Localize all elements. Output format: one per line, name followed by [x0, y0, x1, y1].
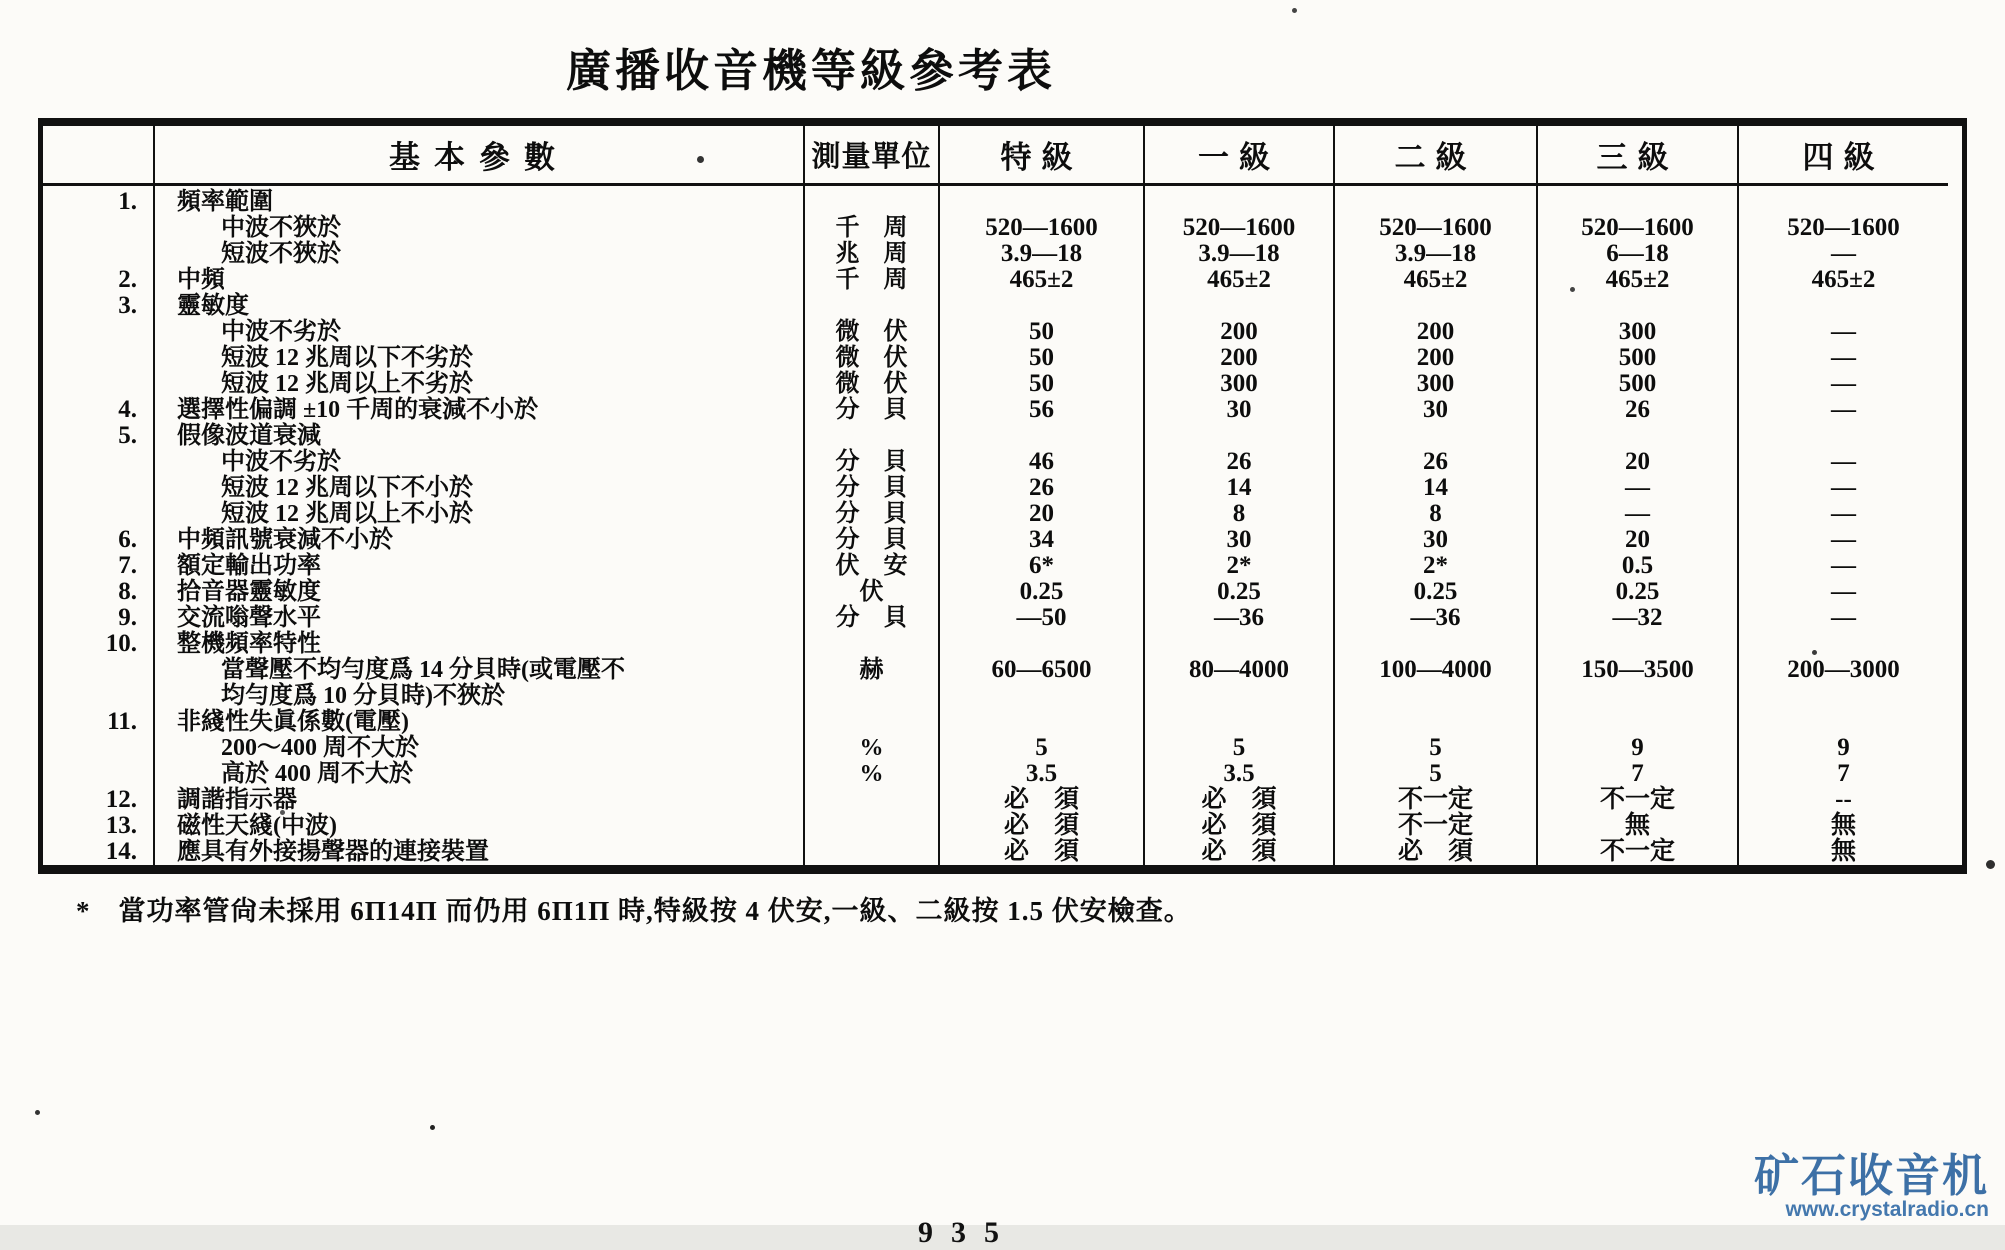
- grade-value: 20: [1029, 500, 1054, 527]
- grade-value: 520—1600: [1182, 214, 1296, 241]
- grade-value: [1335, 189, 1536, 215]
- row-number: 6.: [118, 526, 137, 553]
- grade-value: 3.5: [1223, 760, 1255, 787]
- grade-value: [1739, 293, 1948, 319]
- grade-value: 465±2: [1207, 266, 1271, 293]
- grade-value: 50: [1029, 370, 1054, 397]
- grade-value: [940, 189, 1143, 215]
- grade-value: 300: [1220, 370, 1258, 397]
- grade-value: 520—1600: [1787, 214, 1900, 241]
- row-number: 3.: [118, 292, 137, 319]
- grade-value: [1145, 423, 1333, 449]
- unit-label: 伏: [859, 579, 884, 605]
- grade-value: [1538, 189, 1737, 215]
- grade-value: [1739, 709, 1948, 735]
- unit-label: [805, 813, 938, 839]
- grade-value: [1538, 293, 1737, 319]
- grade-value: 0.5: [1621, 552, 1654, 579]
- parameter-label: 拾音器靈敏度: [177, 579, 321, 605]
- unit-label: [805, 709, 938, 735]
- grade-value: 465±2: [1009, 266, 1074, 293]
- grade-value: —: [1831, 240, 1856, 267]
- grade-value: 2*: [1226, 552, 1252, 579]
- scan-artifact-specks: [430, 1125, 435, 1130]
- grade-value: 465±2: [1605, 266, 1670, 293]
- unit-label: 分 貝: [835, 449, 908, 475]
- unit-label: [805, 189, 938, 215]
- unit-label: 分 貝: [835, 527, 908, 553]
- grade-value: 8: [1429, 500, 1442, 527]
- grade-value: 無: [1624, 812, 1650, 839]
- grade-value: —36: [1410, 604, 1461, 631]
- unit-label: 千 周: [835, 267, 908, 293]
- grade-value: 2*: [1423, 552, 1448, 579]
- grade-value: 6—18: [1606, 240, 1669, 267]
- unit-label: 兆 周: [835, 241, 908, 267]
- column-grade-4: [1737, 186, 1948, 865]
- grade-value: [1739, 683, 1948, 709]
- grade-value: 3.9—18: [1000, 240, 1083, 267]
- row-number: [43, 345, 153, 371]
- grade-value: 5: [1429, 760, 1442, 787]
- grade-value: 7: [1631, 760, 1644, 787]
- grade-value: 不一定: [1599, 786, 1675, 813]
- grade-value: [1335, 709, 1536, 735]
- grade-value: —: [1831, 318, 1856, 345]
- watermark-url: www.crystalradio.cn: [1785, 1198, 1989, 1221]
- page-number-partial: 935: [918, 1216, 1017, 1249]
- parameter-label: 交流嗡聲水平: [177, 605, 321, 631]
- grade-value: 必 須: [1003, 786, 1079, 813]
- column-grade-2: [1333, 186, 1536, 865]
- grade-value: 500: [1618, 344, 1657, 371]
- row-number: 8.: [118, 578, 137, 605]
- header-grade-2: 二級: [1333, 126, 1536, 186]
- grade-value: 0.25: [1615, 578, 1660, 605]
- row-number: [43, 371, 153, 397]
- parameter-label: 選擇性偏調 ±10 千周的衰減不小於: [177, 397, 539, 423]
- parameter-label: 非綫性失眞係數(電壓): [177, 709, 409, 735]
- header-grade-4: 四級: [1737, 126, 1948, 186]
- row-number: [43, 501, 153, 527]
- grade-value: [1145, 683, 1333, 709]
- grade-value: 520—1600: [1379, 214, 1492, 241]
- parameter-label: 短波 12 兆周以下不劣於: [221, 345, 473, 371]
- parameter-label: 額定輸出功率: [177, 553, 321, 579]
- row-number: [43, 241, 153, 267]
- column-grade-3: [1536, 186, 1737, 865]
- parameter-label: 短波 12 兆周以上不小於: [221, 501, 473, 527]
- grade-value: 26: [1423, 448, 1448, 475]
- grade-value: 不一定: [1397, 786, 1473, 813]
- header-grade-special: 特級: [938, 126, 1143, 186]
- row-number: 2.: [118, 266, 137, 293]
- unit-label: 赫: [859, 657, 884, 683]
- header-grade-3: 三級: [1536, 126, 1737, 186]
- grade-value: 520—1600: [985, 214, 1098, 241]
- row-number: 9.: [118, 604, 137, 631]
- grade-value: —: [1831, 344, 1856, 371]
- grade-value: [1538, 709, 1737, 735]
- row-number: 11.: [107, 708, 137, 735]
- grade-value: [1739, 189, 1948, 215]
- header-measurement-unit: 測量單位: [803, 126, 938, 186]
- grade-value: 0.25: [1217, 578, 1261, 605]
- grade-value: —32: [1612, 604, 1663, 631]
- parameter-label: 均勻度爲 10 分貝時)不狹於: [221, 683, 505, 709]
- grade-value: 200—3000: [1787, 656, 1900, 683]
- row-number: 1.: [118, 188, 137, 215]
- parameter-label: 高於 400 周不大於: [221, 761, 413, 787]
- grade-value: [1335, 293, 1536, 319]
- grade-value: 100—4000: [1379, 656, 1492, 683]
- grade-value: 200: [1416, 318, 1455, 345]
- unit-label: [805, 631, 938, 657]
- grade-value: [940, 631, 1143, 657]
- row-number: [43, 475, 153, 501]
- grade-value: —: [1831, 448, 1856, 475]
- parameter-label: 短波 12 兆周以下不小於: [221, 475, 473, 501]
- grade-value: —: [1831, 474, 1856, 501]
- grade-value: 必 須: [1201, 812, 1277, 839]
- grade-value: 0.25: [1019, 578, 1064, 605]
- grade-value: 必 須: [1201, 838, 1277, 865]
- grade-value: —: [1831, 604, 1856, 631]
- grade-value: 20: [1625, 448, 1650, 475]
- grade-value: —: [1831, 578, 1856, 605]
- column-row-numbers: [43, 186, 153, 865]
- grade-value: 無: [1830, 838, 1856, 865]
- parameter-label: 整機頻率特性: [177, 631, 321, 657]
- unit-label: 分 貝: [835, 475, 908, 501]
- grade-value: 150—3500: [1581, 656, 1694, 683]
- row-number: [43, 657, 153, 683]
- grade-value: 5: [1035, 734, 1048, 761]
- grade-value: 不一定: [1397, 812, 1473, 839]
- parameter-label: 中波不劣於: [221, 449, 341, 475]
- grade-value: [1335, 631, 1536, 657]
- grade-value: —: [1831, 396, 1856, 423]
- grade-value: [1145, 293, 1333, 319]
- parameter-label: 中頻: [177, 267, 225, 293]
- parameter-label: 磁性天綫(中波): [177, 813, 337, 839]
- grade-value: 8: [1232, 500, 1246, 527]
- row-number: [43, 683, 153, 709]
- grade-value: —: [1625, 500, 1650, 527]
- parameter-label: 假像波道衰減: [177, 423, 321, 449]
- parameter-label: 短波不狹於: [221, 241, 341, 267]
- row-number: 5.: [118, 422, 137, 449]
- grade-value: —: [1831, 370, 1856, 397]
- grade-value: —: [1625, 474, 1650, 501]
- column-parameters: [153, 186, 803, 865]
- grade-value: 520—1600: [1581, 214, 1694, 241]
- grade-value: 200: [1220, 318, 1258, 345]
- grade-value: [1335, 423, 1536, 449]
- grade-value: —36: [1214, 604, 1264, 631]
- column-grade-special: [938, 186, 1143, 865]
- grade-value: 200: [1220, 344, 1258, 371]
- grade-value: 5: [1429, 734, 1442, 761]
- grade-value: 9: [1631, 734, 1644, 761]
- grade-value: 30: [1226, 526, 1252, 553]
- grade-value: [1145, 189, 1333, 215]
- watermark: [1753, 1150, 1989, 1221]
- grade-value: [1739, 423, 1948, 449]
- unit-label: [805, 293, 938, 319]
- grade-value: 3.9—18: [1394, 240, 1477, 267]
- grade-value: 必 須: [1003, 838, 1079, 865]
- grade-value: 46: [1029, 448, 1054, 475]
- page-title: 廣播收音機等級參考表: [566, 46, 1057, 96]
- parameter-label: 中波不劣於: [221, 319, 341, 345]
- grade-value: 26: [1029, 474, 1054, 501]
- grade-value: 300: [1416, 370, 1455, 397]
- column-units: [803, 186, 938, 865]
- unit-label: 千 周: [835, 215, 908, 241]
- grade-value: 465±2: [1811, 266, 1876, 293]
- parameter-label: 中頻訊號衰減不小於: [177, 527, 393, 553]
- unit-label: [805, 839, 938, 865]
- grade-value: [1538, 631, 1737, 657]
- parameter-label: 中波不狹於: [221, 215, 341, 241]
- row-number: 14.: [105, 838, 137, 865]
- grade-value: 60—6500: [991, 656, 1092, 683]
- grade-value: 7: [1837, 760, 1850, 787]
- grade-value: 14: [1226, 474, 1252, 501]
- row-number: [43, 215, 153, 241]
- row-number: [43, 761, 153, 787]
- grade-value: 34: [1029, 526, 1054, 553]
- parameter-label: 200～400 周不大於: [221, 735, 419, 761]
- grade-value: 26: [1226, 448, 1252, 475]
- header-basic-parameters: 基本參數: [153, 126, 803, 186]
- unit-label: 分 貝: [835, 501, 908, 527]
- unit-label: 微 伏: [835, 371, 908, 397]
- row-number: [43, 735, 153, 761]
- grade-value: 50: [1029, 318, 1054, 345]
- grade-value: 20: [1625, 526, 1650, 553]
- grade-value: 必 須: [1201, 786, 1277, 813]
- grade-value: [940, 709, 1143, 735]
- unit-label: 分 貝: [835, 605, 908, 631]
- parameter-label: 頻率範圍: [177, 189, 273, 215]
- grade-value: 80—4000: [1189, 656, 1289, 683]
- grade-value: 30: [1423, 396, 1448, 423]
- unit-label: %: [859, 761, 884, 787]
- grade-value: 6*: [1029, 552, 1054, 579]
- grade-value: 26: [1625, 396, 1650, 423]
- grade-value: 50: [1029, 344, 1054, 371]
- grade-value: [1145, 709, 1333, 735]
- grade-value: 300: [1618, 318, 1657, 345]
- grade-reference-table: [38, 118, 1967, 874]
- grade-value: 不一定: [1599, 838, 1675, 865]
- grade-value: [940, 293, 1143, 319]
- grade-value: 500: [1618, 370, 1657, 397]
- grade-value: --: [1835, 786, 1852, 813]
- grade-value: [1538, 683, 1737, 709]
- unit-label: [805, 787, 938, 813]
- grade-value: 0.25: [1413, 578, 1458, 605]
- grade-value: —: [1831, 526, 1856, 553]
- unit-label: %: [859, 735, 884, 761]
- parameter-label: 應具有外接揚聲器的連接裝置: [177, 839, 489, 865]
- unit-label: 微 伏: [835, 345, 908, 371]
- unit-label: [805, 683, 938, 709]
- grade-value: 9: [1837, 734, 1850, 761]
- grade-value: 30: [1226, 396, 1252, 423]
- grade-value: [940, 683, 1143, 709]
- column-grade-1: [1143, 186, 1333, 865]
- unit-label: 伏 安: [835, 553, 908, 579]
- row-number: 10.: [105, 630, 137, 657]
- grade-value: [940, 423, 1143, 449]
- grade-value: 14: [1423, 474, 1448, 501]
- grade-value: 必 須: [1003, 812, 1079, 839]
- grade-value: [1538, 423, 1737, 449]
- row-number: 4.: [118, 396, 137, 423]
- parameter-label: 靈敏度: [177, 293, 249, 319]
- grade-value: 無: [1830, 812, 1856, 839]
- grade-value: 5: [1232, 734, 1246, 761]
- unit-label: [805, 423, 938, 449]
- grade-value: 465±2: [1403, 266, 1468, 293]
- footnote: * 當功率管尙未採用 6Π14Π 而仍用 6Π1Π 時,特級按 4 伏安,一級、二級按 1.5 伏安檢查。: [76, 896, 1192, 926]
- row-number: 7.: [118, 552, 137, 579]
- grade-value: [1739, 631, 1948, 657]
- row-number: [43, 449, 153, 475]
- parameter-label: 短波 12 兆周以上不劣於: [221, 371, 473, 397]
- header-corner-cell: [43, 126, 153, 186]
- unit-label: 微 伏: [835, 319, 908, 345]
- grade-value: —: [1831, 500, 1856, 527]
- watermark-logo-text: 矿石收音机: [1753, 1150, 1989, 1201]
- row-number: 12.: [105, 786, 137, 813]
- row-number: 13.: [105, 812, 137, 839]
- unit-label: 分 貝: [835, 397, 908, 423]
- parameter-label: 調諧指示器: [177, 787, 297, 813]
- grade-value: —50: [1016, 604, 1067, 631]
- row-number: [43, 319, 153, 345]
- grade-value: 56: [1029, 396, 1054, 423]
- grade-value: [1335, 683, 1536, 709]
- grade-value: [1145, 631, 1333, 657]
- grade-value: —: [1831, 552, 1856, 579]
- grade-value: 200: [1416, 344, 1455, 371]
- grade-value: 必 須: [1397, 838, 1473, 865]
- grade-value: 30: [1423, 526, 1448, 553]
- header-grade-1: 一級: [1143, 126, 1333, 186]
- parameter-label: 當聲壓不均勻度爲 14 分貝時(或電壓不: [221, 657, 625, 683]
- grade-value: 3.9—18: [1198, 240, 1280, 267]
- grade-value: 3.5: [1025, 760, 1058, 787]
